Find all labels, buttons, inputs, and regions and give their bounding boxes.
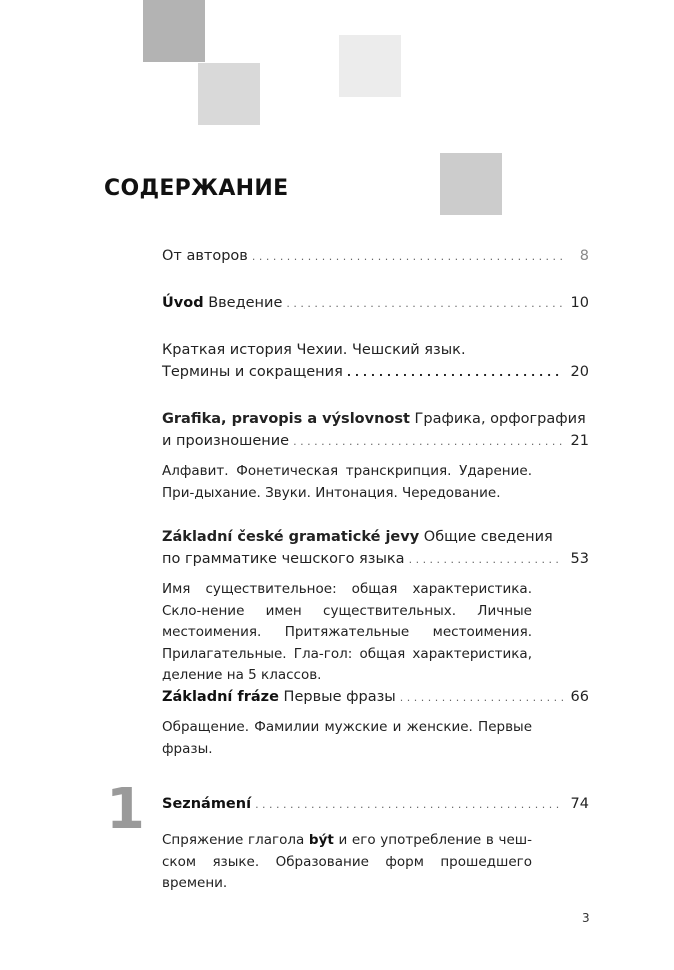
chapter-number: 1 <box>106 777 145 842</box>
description-emphasis: být <box>308 832 334 848</box>
toc-page-number: 74 <box>570 796 589 812</box>
toc-entry-czech-title: Základní fráze <box>162 689 279 705</box>
toc-entry-title-line1: Общие сведения <box>423 529 553 545</box>
toc-entry-phrases[interactable] <box>162 686 589 760</box>
toc-page-number: 10 <box>570 295 589 311</box>
toc-page-number: 66 <box>570 689 589 705</box>
leader-dots <box>255 794 563 816</box>
leader-dots <box>409 549 563 571</box>
toc-entry-czech-title: Základní české gramatické jevy <box>162 529 420 545</box>
toc-entry-uvod[interactable] <box>162 292 589 315</box>
leader-dots <box>293 431 563 453</box>
leader-dots <box>347 362 563 384</box>
decor-square-right <box>440 153 502 215</box>
page-number: 3 <box>582 911 590 925</box>
toc-entry-title-line1: Краткая история Чехии. Чешский язык. <box>162 342 466 358</box>
toc-entry-title: по грамматике чешского языка <box>162 551 405 567</box>
toc-entry-authors[interactable] <box>162 245 589 268</box>
toc-entry-seznameni[interactable] <box>162 793 589 895</box>
toc-entry-description: Имя существительное: общая характеристика. Скло-нение имен существительных. Личные местоимения. Притяжательные местоимения. Прилагательные. Гла-гол: общая характеристика, деление на 5 классов. <box>162 581 532 683</box>
toc-entry-czech-title: Úvod <box>162 295 204 311</box>
leader-dots <box>286 293 563 315</box>
toc-entry-title-line1: Графика, орфография <box>414 411 586 427</box>
toc-entry-title: и произношение <box>162 433 290 449</box>
toc-entry-czech-title: Seznámení <box>162 796 252 812</box>
leader-dots <box>252 246 563 268</box>
page-title: СОДЕРЖАНИЕ <box>104 176 289 201</box>
toc-page-number: 53 <box>570 551 589 567</box>
decor-square-mid <box>198 63 260 125</box>
decor-square-light <box>339 35 401 97</box>
toc-entry-grafika[interactable] <box>162 408 589 504</box>
toc-entry-description <box>162 830 532 895</box>
toc-entry-description: Обращение. Фамилии мужские и женские. Первые фразы. <box>162 719 532 757</box>
toc-entry-description: Алфавит. Фонетическая транскрипция. Ударение. При-дыхание. Звуки. Интонация. Чередование. <box>162 463 532 501</box>
toc-entry-title: Введение <box>208 295 283 311</box>
toc-entry-title: Термины и сокращения <box>162 364 343 380</box>
decor-square-dark <box>143 0 205 62</box>
toc-entry-history[interactable] <box>162 339 589 384</box>
toc-entry-grammar[interactable] <box>162 526 589 687</box>
toc-entry-czech-title: Grafika, pravopis a výslovnost <box>162 411 410 427</box>
toc-page-number: 21 <box>570 433 589 449</box>
toc-entry-title: Первые фразы <box>283 689 396 705</box>
description-text: Спряжение глагола <box>162 832 305 848</box>
toc-page-number: 8 <box>579 248 589 264</box>
description-text: и его употребление в чеш-ском языке. Образование форм прошедшего времени. <box>162 832 533 891</box>
toc-page-number: 20 <box>570 364 589 380</box>
toc-entry-title: От авторов <box>162 248 248 264</box>
leader-dots <box>400 687 563 709</box>
